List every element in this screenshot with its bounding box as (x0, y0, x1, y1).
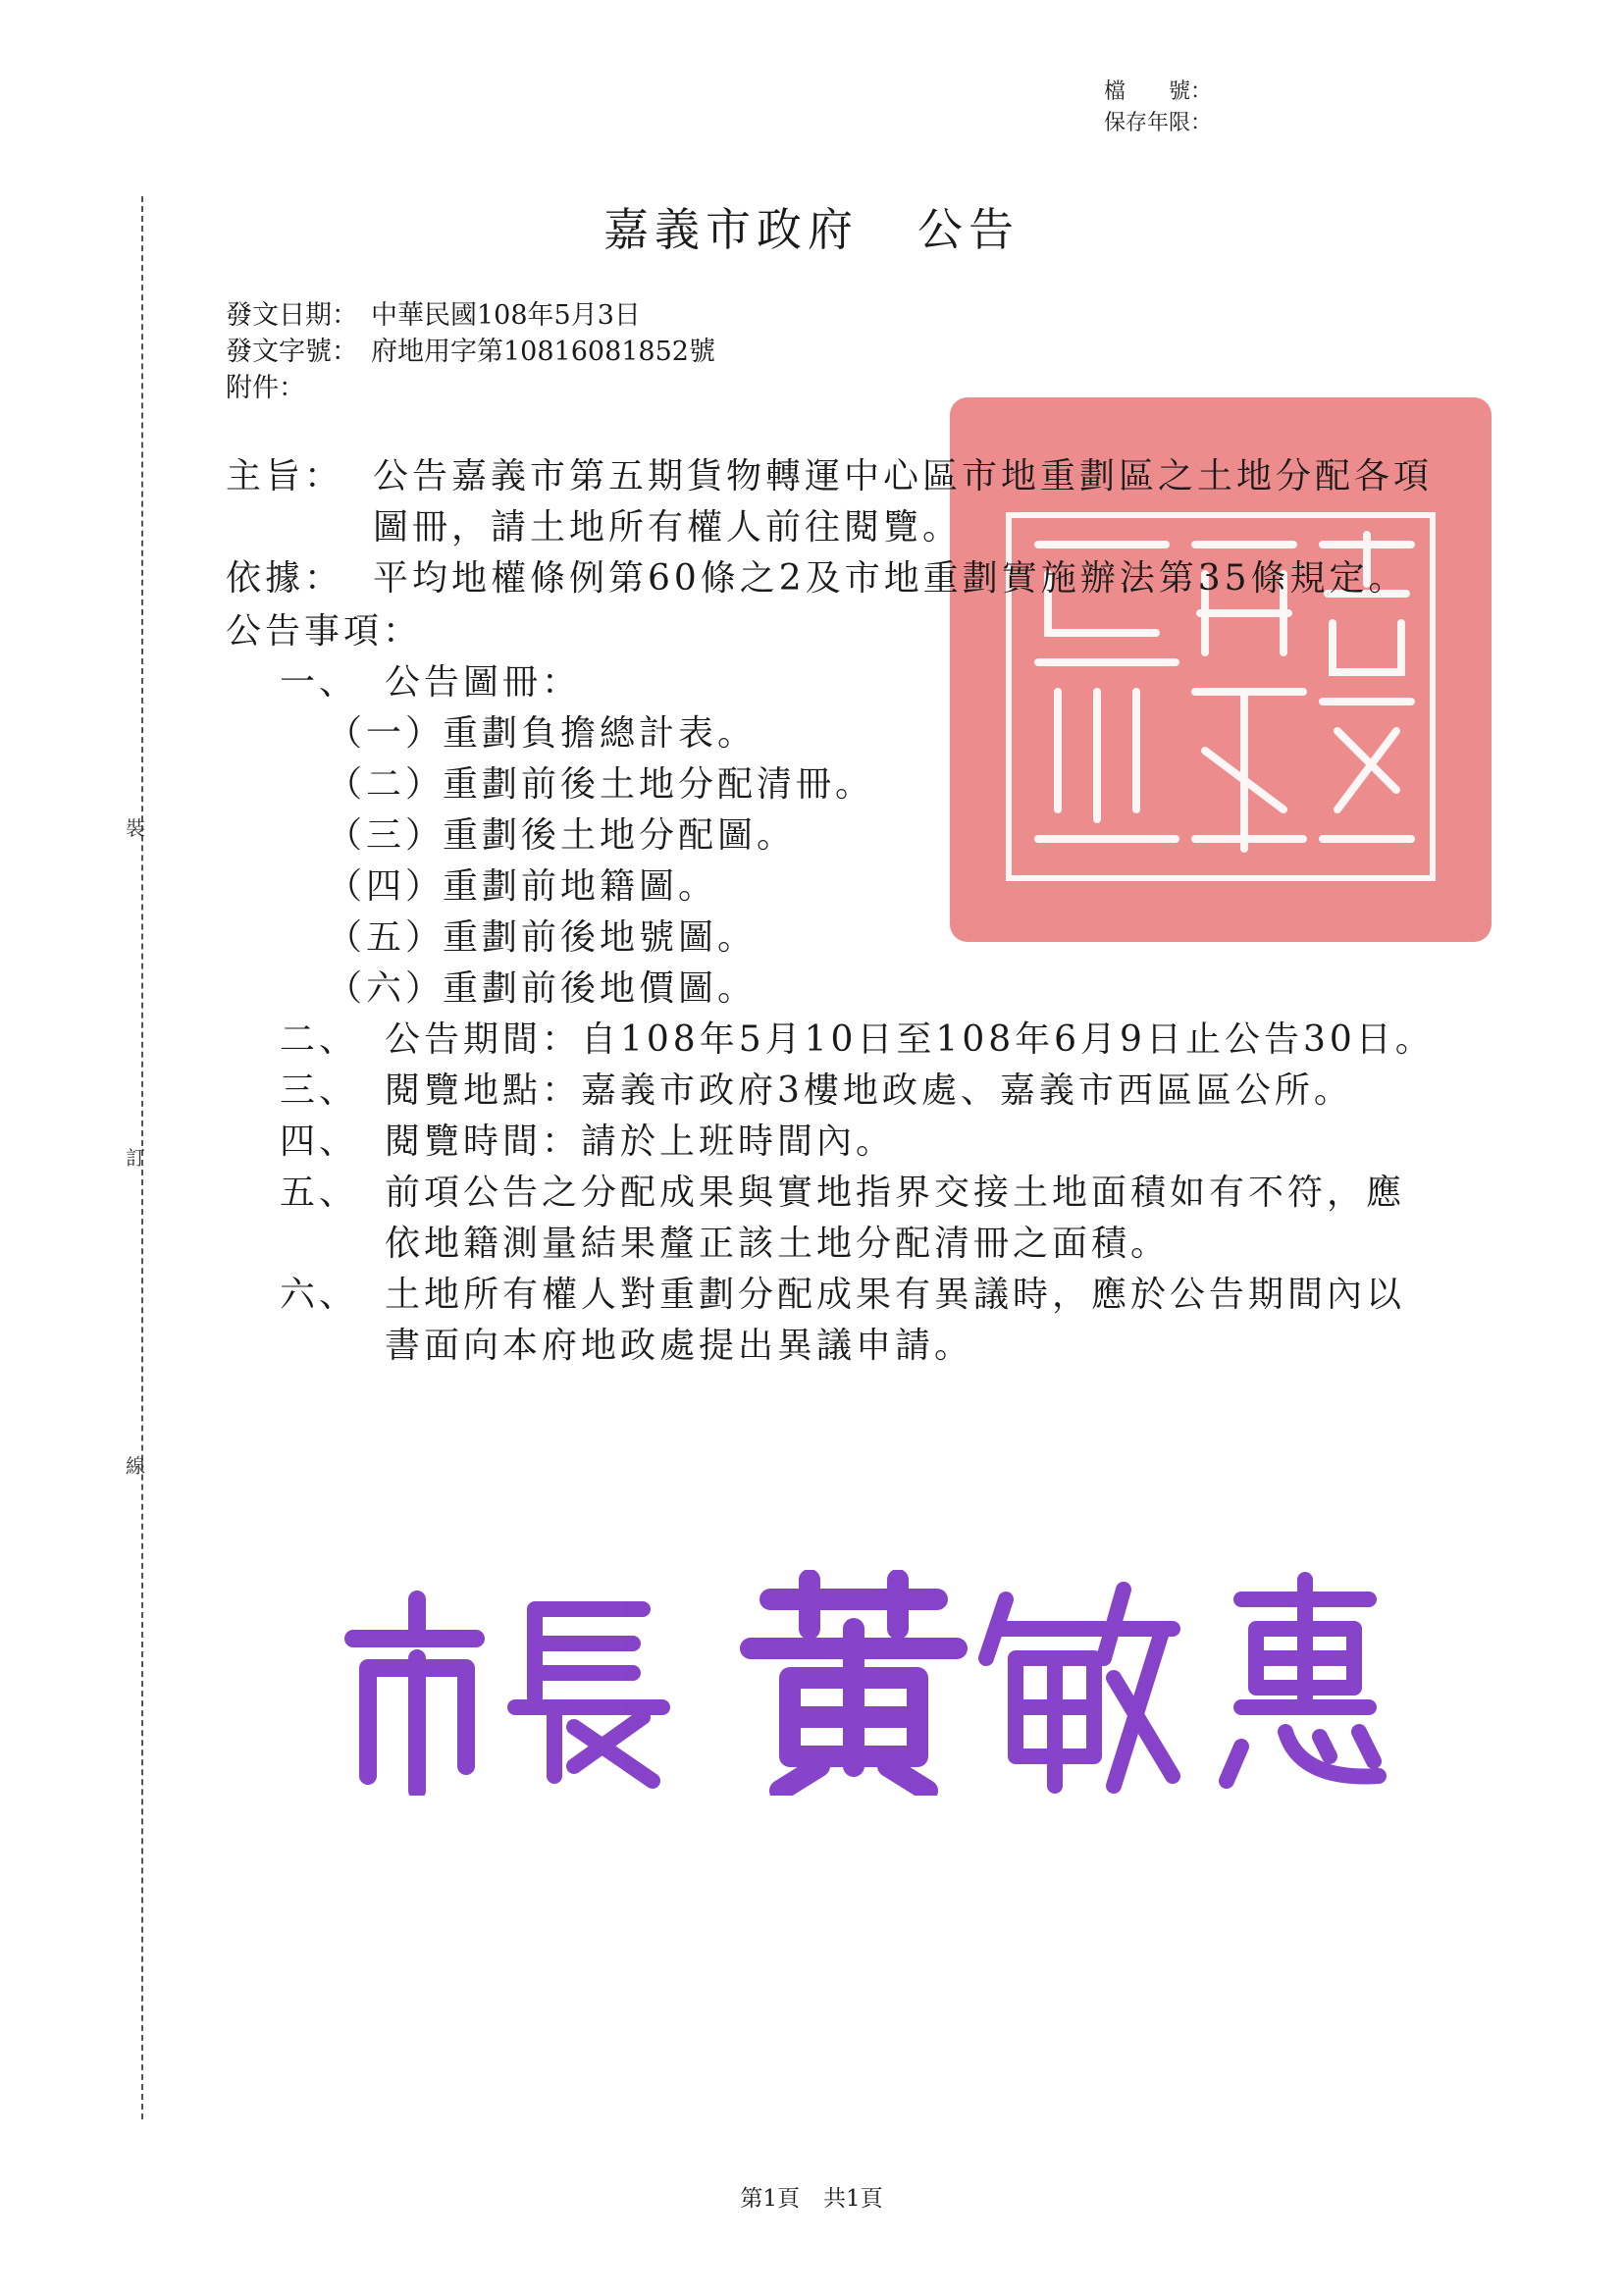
binding-mark-xian: 線 (126, 1454, 145, 1478)
attachment-label: 附件： (226, 373, 305, 403)
matter-item-label: 五、 (280, 1173, 359, 1213)
matter-item-text: 公告圖冊： (385, 662, 582, 703)
matter-item-label: 二、 (280, 1019, 359, 1060)
document-number-label: 發文字號： (226, 337, 358, 367)
basis-label: 依據： (226, 558, 344, 599)
sub-item-text: 重劃前後地價圖。 (443, 968, 758, 1009)
sub-item (226, 861, 1442, 913)
matter-item-text: 公告期間：自108年5月10日至108年6月9日止公告30日。 (385, 1019, 1435, 1060)
agency-name: 嘉義市政府 (603, 203, 859, 256)
matter-item-text: 土地所有權人對重劃分配成果有異議時，應於公告期間內以書面向本府地政處提出異議申請。 (385, 1275, 1406, 1366)
binding-mark-zhuang: 裝 (126, 816, 145, 840)
subject-label: 主旨： (226, 456, 344, 496)
sub-item-label: （一） (327, 713, 445, 754)
document-number-value: 府地用字第10816081852號 (371, 337, 715, 367)
sub-item-label: （五） (327, 917, 445, 958)
issue-date-value: 中華民國108年5月3日 (371, 300, 641, 331)
sub-item-text: 重劃前地籍圖。 (443, 866, 718, 907)
retention-period-label: 保存年限： (1104, 111, 1213, 135)
sub-item (226, 759, 1442, 810)
sub-item-text: 重劃負擔總計表。 (443, 713, 758, 754)
issue-date-label: 發文日期： (226, 300, 358, 331)
sub-item (226, 708, 1442, 759)
signature-graphic (329, 1570, 1408, 1796)
document-body (226, 451, 1442, 1372)
document-header (226, 297, 715, 406)
sub-item (226, 964, 1442, 1015)
matter-item-label: 六、 (280, 1275, 359, 1315)
sub-item-text: 重劃後土地分配圖。 (443, 815, 797, 856)
document-type: 公告 (917, 203, 1020, 256)
sub-item-label: （二） (327, 764, 445, 805)
matter-item-text: 閱覽地點：嘉義市政府3樓地政處、嘉義市西區區公所。 (385, 1070, 1353, 1111)
file-info (1104, 77, 1212, 139)
matter-item (226, 1117, 1442, 1168)
page-total: 共1頁 (823, 2186, 883, 2212)
page-number: 第1頁 (740, 2186, 800, 2212)
sub-item (226, 810, 1442, 861)
matter-item-label: 一、 (280, 662, 359, 703)
mayor-signature-stamp (329, 1570, 1408, 1796)
sub-item (226, 913, 1442, 964)
matter-item-text: 前項公告之分配成果與實地指界交接土地面積如有不符，應依地籍測量結果釐正該土地分配清冊之面積。 (385, 1173, 1406, 1264)
matter-item (226, 1015, 1442, 1066)
binding-mark-ding: 訂 (126, 1146, 145, 1170)
matter-item (226, 1066, 1442, 1117)
matter-item-text: 閱覽時間：請於上班時間內。 (385, 1122, 896, 1162)
matters-heading: 公告事項： (226, 611, 423, 652)
basis-section (226, 553, 1442, 604)
subject-text: 公告嘉義市第五期貨物轉運中心區市地重劃區之土地分配各項圖冊，請土地所有權人前往閱覽。 (373, 456, 1434, 548)
matter-item (226, 1270, 1442, 1372)
matter-item-label: 四、 (280, 1122, 359, 1162)
matter-item (226, 1168, 1442, 1270)
sub-item-text: 重劃前後地號圖。 (443, 917, 758, 958)
matter-item-label: 三、 (280, 1070, 359, 1111)
file-number-label: 檔 號： (1104, 79, 1213, 104)
sub-item-label: （三） (327, 815, 445, 856)
document-title (0, 194, 1623, 259)
matter-item (226, 657, 1442, 708)
subject-section (226, 451, 1442, 553)
sub-item-text: 重劃前後土地分配清冊。 (443, 764, 875, 805)
sub-item-label: （六） (327, 968, 445, 1009)
page-footer (0, 2180, 1623, 2213)
sub-item-label: （四） (327, 866, 445, 907)
basis-text: 平均地權條例第60條之2及市地重劃實施辦法第35條規定。 (373, 558, 1408, 599)
